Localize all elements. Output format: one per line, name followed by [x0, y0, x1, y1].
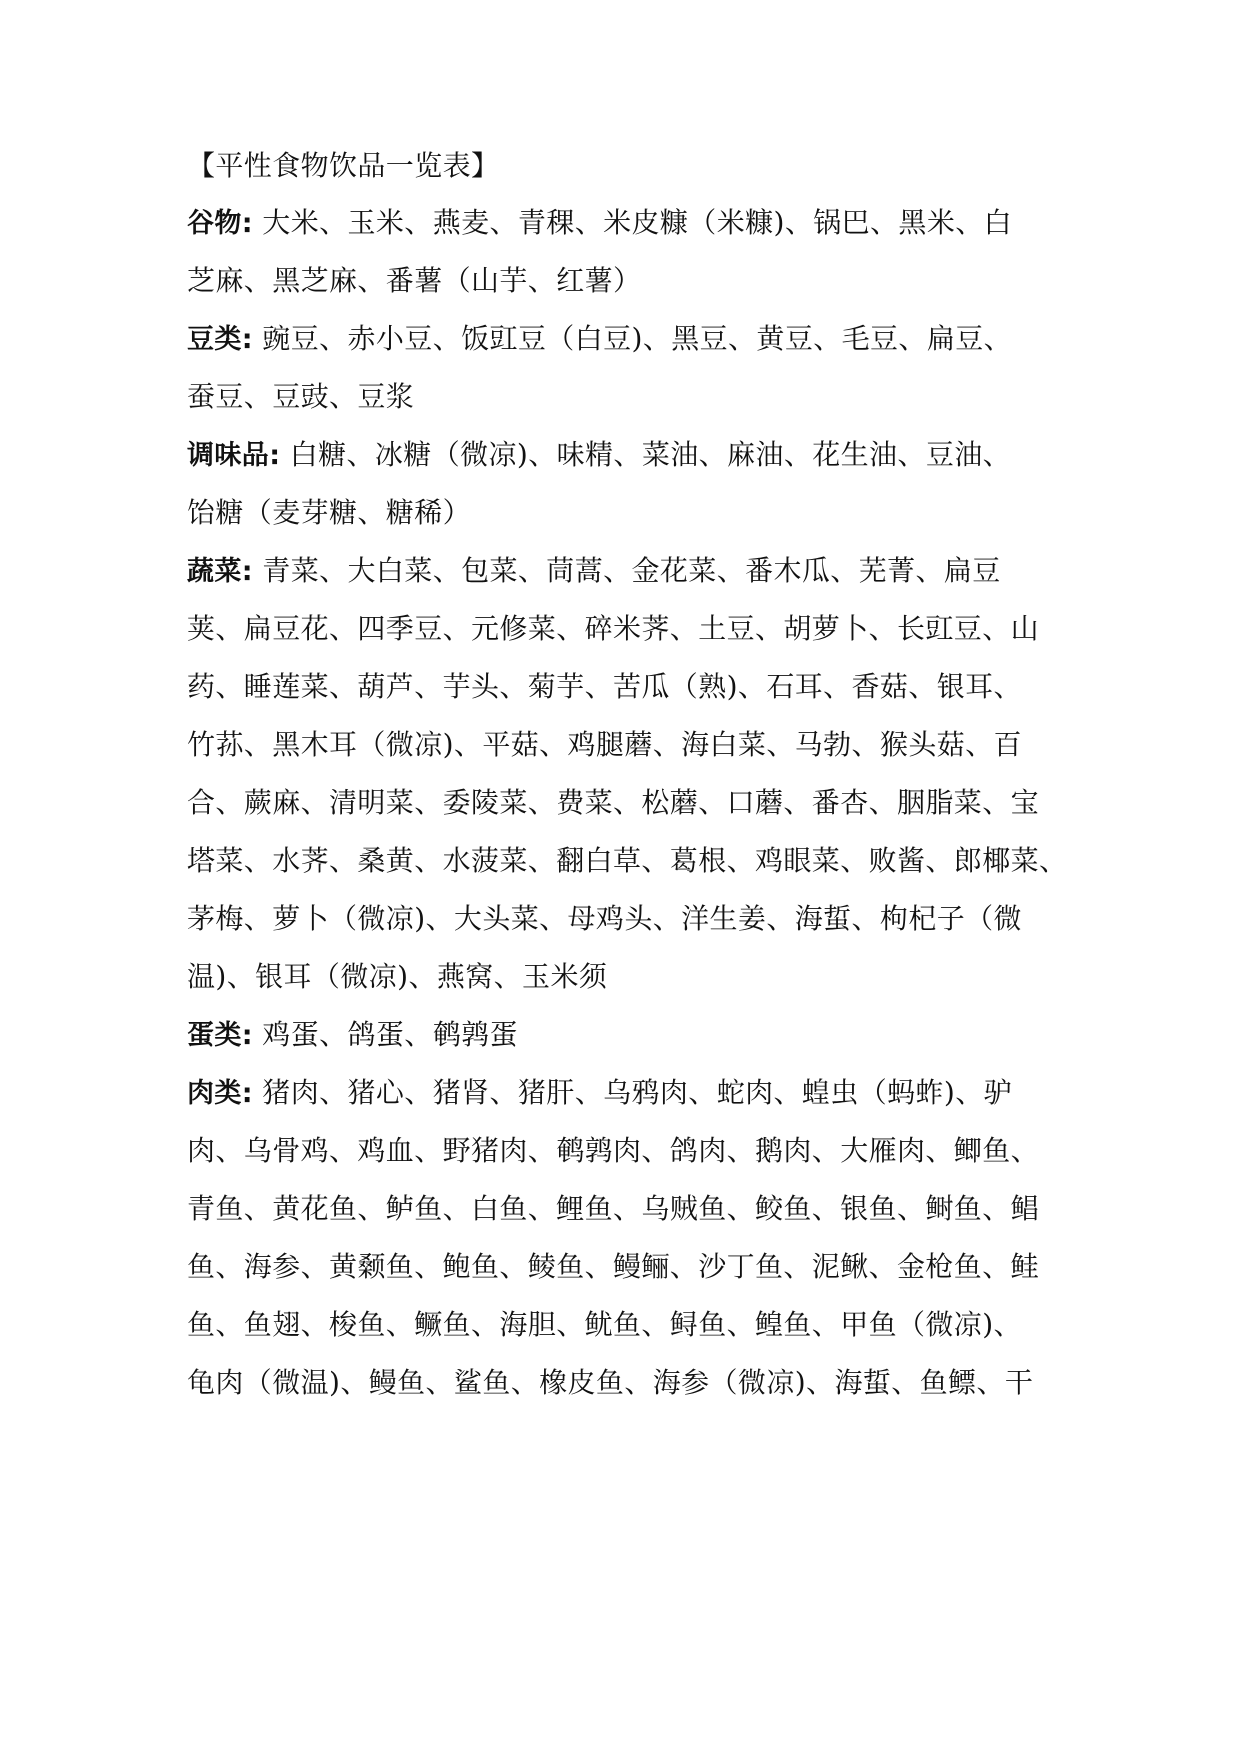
- section-grains-label: 谷物:: [187, 208, 253, 239]
- section-meat-line-2: 肉、乌骨鸡、鸡血、野猪肉、鹌鹑肉、鸽肉、鹅肉、大雁肉、鲫鱼、: [187, 1134, 1040, 1167]
- section-eggs-line-1: [187, 1015, 518, 1055]
- section-meat-text: 猪肉、猪心、猪肾、猪肝、乌鸦肉、蛇肉、蝗虫（蚂蚱)、驴: [253, 1076, 1013, 1109]
- section-grains-text: 大米、玉米、燕麦、青稞、米皮糠（米糠)、锅巴、黑米、白: [253, 206, 1013, 239]
- document-title: 【平性食物饮品一览表】: [187, 149, 500, 182]
- section-meat-line-6: 龟肉（微温)、鳗鱼、鲨鱼、橡皮鱼、海参（微凉)、海蜇、鱼鳔、干: [187, 1366, 1034, 1399]
- section-vegetables-line-7: 茅梅、萝卜（微凉)、大头菜、母鸡头、洋生姜、海蜇、枸杞子（微: [187, 902, 1022, 935]
- section-beans-line-1: [187, 319, 1012, 359]
- section-grains-line-1: [187, 203, 1012, 243]
- section-grains-line-2: 芝麻、黑芝麻、番薯（山芋、红薯）: [187, 264, 642, 297]
- section-vegetables-text: 青菜、大白菜、包菜、茼蒿、金花菜、番木瓜、芜菁、扁豆: [253, 554, 1001, 587]
- section-condiments-label: 调味品:: [187, 440, 281, 471]
- section-eggs-label: 蛋类:: [187, 1020, 253, 1051]
- section-vegetables-label: 蔬菜:: [187, 556, 253, 587]
- section-beans-line-2: 蚕豆、豆豉、豆浆: [187, 380, 415, 413]
- section-vegetables-line-2: 荚、扁豆花、四季豆、元修菜、碎米荠、土豆、胡萝卜、长豇豆、山: [187, 612, 1040, 645]
- section-vegetables-line-4: 竹荪、黑木耳（微凉)、平菇、鸡腿蘑、海白菜、马勃、猴头菇、百: [187, 728, 1022, 761]
- section-meat-line-1: [187, 1073, 1012, 1113]
- section-vegetables-line-8: 温)、银耳（微凉)、燕窝、玉米须: [187, 960, 608, 993]
- section-meat-line-5: 鱼、鱼翅、梭鱼、鳜鱼、海胆、鱿鱼、鲟鱼、鳇鱼、甲鱼（微凉)、: [187, 1308, 1022, 1341]
- section-condiments-line-1: [187, 435, 1011, 475]
- section-meat-label: 肉类:: [187, 1078, 253, 1109]
- section-meat-line-4: 鱼、海参、黄颡鱼、鲍鱼、鲮鱼、鳗鲡、沙丁鱼、泥鳅、金枪鱼、鲑: [187, 1250, 1040, 1283]
- section-beans-text: 豌豆、赤小豆、饭豇豆（白豆)、黑豆、黄豆、毛豆、扁豆、: [253, 322, 1013, 355]
- section-beans-label: 豆类:: [187, 324, 253, 355]
- section-vegetables-line-1: [187, 551, 1001, 591]
- section-vegetables-line-3: 药、睡莲菜、葫芦、芋头、菊芋、苦瓜（熟)、石耳、香菇、银耳、: [187, 670, 1022, 703]
- section-condiments-text: 白糖、冰糖（微凉)、味精、菜油、麻油、花生油、豆油、: [280, 438, 1012, 471]
- section-eggs-text: 鸡蛋、鸽蛋、鹌鹑蛋: [253, 1018, 518, 1051]
- section-condiments-line-2: 饴糖（麦芽糖、糖稀）: [187, 496, 472, 529]
- section-vegetables-line-5: 合、蕨麻、清明菜、委陵菜、费菜、松蘑、口蘑、番杏、胭脂菜、宝: [187, 786, 1040, 819]
- section-vegetables-line-6: 塔菜、水荠、桑黄、水菠菜、翻白草、葛根、鸡眼菜、败酱、郎椰菜、: [187, 844, 1068, 877]
- section-meat-line-3: 青鱼、黄花鱼、鲈鱼、白鱼、鲤鱼、乌贼鱼、鲛鱼、银鱼、鲥鱼、鲳: [187, 1192, 1040, 1225]
